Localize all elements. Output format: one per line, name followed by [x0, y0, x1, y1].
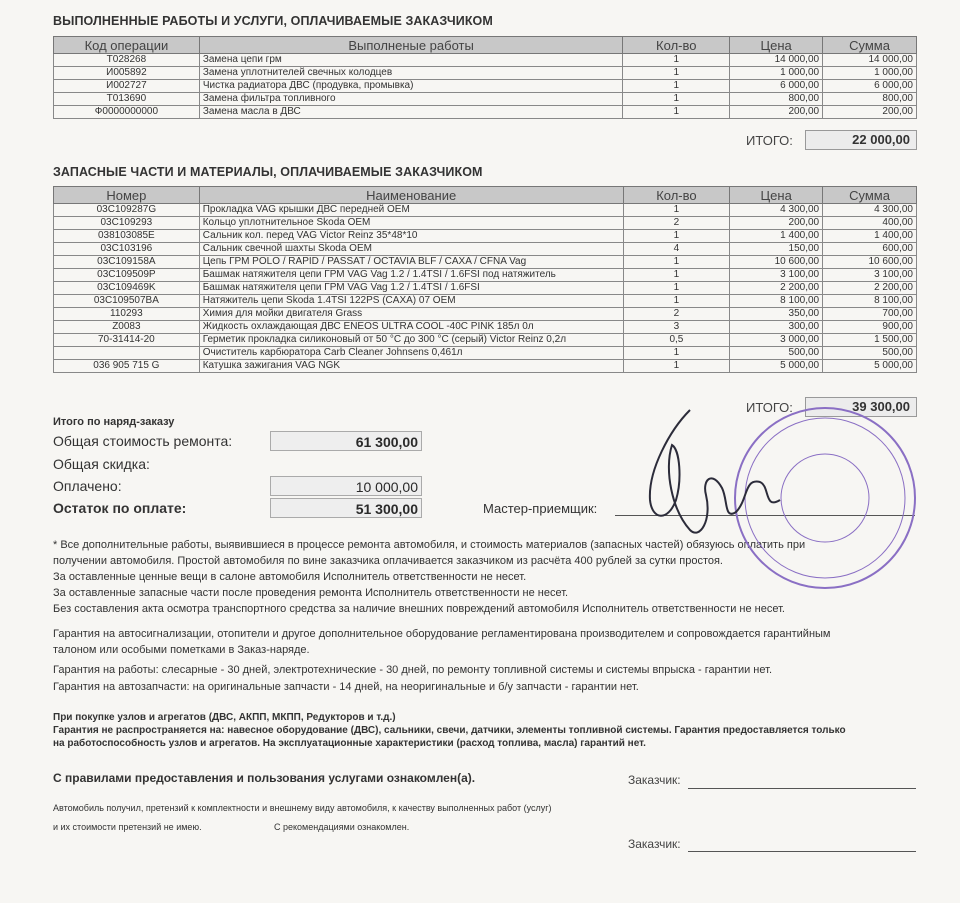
parts-cell-code: 03C109287G	[54, 204, 200, 217]
parts-col-price: Цена	[730, 187, 823, 204]
works-col-qty: Кол-во	[623, 37, 730, 54]
paid-value: 10 000,00	[270, 476, 422, 496]
client-label-2: Заказчик:	[628, 837, 681, 851]
parts-cell-name: Сальник кол. перед VAG Victor Reinz 35*48*10	[199, 230, 623, 243]
note-valuables: За оставленные ценные вещи в салоне автомобиля Исполнитель ответственности не несет.	[53, 571, 527, 583]
parts-cell-sum: 3 100,00	[823, 269, 917, 282]
parts-cell-sum: 900,00	[823, 321, 917, 334]
works-col-name: Выполненые работы	[199, 37, 623, 54]
parts-cell-sum: 600,00	[823, 243, 917, 256]
total-cost-label: Общая стоимость ремонта:	[53, 433, 233, 449]
works-cell-code: И005892	[54, 67, 200, 80]
works-cell-sum: 800,00	[823, 93, 917, 106]
parts-cell-qty: 1	[623, 204, 730, 217]
parts-cell-sum: 8 100,00	[823, 295, 917, 308]
parts-cell-qty: 2	[623, 308, 730, 321]
parts-cell-name: Кольцо уплотнительное Skoda OEM	[199, 217, 623, 230]
parts-cell-sum: 5 000,00	[823, 360, 917, 373]
parts-cell-qty: 1	[623, 230, 730, 243]
parts-total-value: 39 300,00	[805, 397, 917, 417]
works-total-label: ИТОГО:	[746, 133, 793, 148]
works-cell-price: 14 000,00	[730, 54, 823, 67]
units-warranty-line1: Гарантия не распространяется на: навесное оборудование (ДВС), сальники, свечи, датчики, элементы топливной системы. Гарантия предоставляется только	[53, 725, 846, 736]
parts-col-code: Номер	[54, 187, 200, 204]
paid-label: Оплачено:	[53, 478, 122, 494]
works-cell-name: Чистка радиатора ДВС (продувка, промывка)	[199, 80, 623, 93]
parts-cell-code: 110293	[54, 308, 200, 321]
parts-section-title: ЗАПАСНЫЕ ЧАСТИ И МАТЕРИАЛЫ, ОПЛАЧИВАЕМЫЕ ЗАКАЗЧИКОМ	[53, 165, 483, 179]
parts-cell-code: 038103085E	[54, 230, 200, 243]
works-cell-qty: 1	[623, 106, 730, 119]
parts-cell-sum: 400,00	[823, 217, 917, 230]
remaining-value: 51 300,00	[270, 498, 422, 518]
parts-cell-price: 3 000,00	[730, 334, 823, 347]
parts-cell-sum: 500,00	[823, 347, 917, 360]
works-cell-code: T013690	[54, 93, 200, 106]
parts-cell-price: 1 400,00	[730, 230, 823, 243]
receipt-statement: Автомобиль получил, претензий к комплектности и внешнему виду автомобиля, к качеству выполненных работ (услуг)	[53, 803, 552, 813]
parts-cell-name: Катушка зажигания VAG NGK	[199, 360, 623, 373]
works-cell-name: Замена цепи грм	[199, 54, 623, 67]
parts-cell-name: Башмак натяжителя цепи ГРМ VAG Vag 1.2 / 1.4TSI / 1.6FSI под натяжитель	[199, 269, 623, 282]
parts-cell-sum: 1 500,00	[823, 334, 917, 347]
parts-col-name: Наименование	[199, 187, 623, 204]
parts-cell-sum: 700,00	[823, 308, 917, 321]
works-cell-sum: 1 000,00	[823, 67, 917, 80]
parts-cell-qty: 1	[623, 347, 730, 360]
parts-cell-price: 3 100,00	[730, 269, 823, 282]
master-receiver-label: Мастер-приемщик:	[483, 501, 598, 516]
parts-cell-price: 4 300,00	[730, 204, 823, 217]
parts-cell-price: 350,00	[730, 308, 823, 321]
parts-cell-name: Жидкость охлаждающая ДВС ENEOS ULTRA COOL -40C PINK 185л 0л	[199, 321, 623, 334]
parts-cell-code: 03C109158A	[54, 256, 200, 269]
parts-cell-name: Натяжитель цепи Skoda 1.4TSI 122PS (CAXA) 07 OEM	[199, 295, 623, 308]
parts-cell-sum: 10 600,00	[823, 256, 917, 269]
works-cell-price: 6 000,00	[730, 80, 823, 93]
works-col-price: Цена	[730, 37, 823, 54]
works-cell-sum: 14 000,00	[823, 54, 917, 67]
parts-cell-code: 03C109293	[54, 217, 200, 230]
works-cell-sum: 200,00	[823, 106, 917, 119]
works-section-title: ВЫПОЛНЕННЫЕ РАБОТЫ И УСЛУГИ, ОПЛАЧИВАЕМЫЕ ЗАКАЗЧИКОМ	[53, 14, 493, 28]
parts-cell-qty: 3	[623, 321, 730, 334]
works-cell-price: 200,00	[730, 106, 823, 119]
discount-label: Общая скидка:	[53, 456, 150, 472]
units-purchase-title: При покупке узлов и агрегатов (ДВС, АКПП, МКПП, Редукторов и т.д.)	[53, 712, 396, 723]
works-cell-price: 1 000,00	[730, 67, 823, 80]
parts-cell-code: 03C109507BA	[54, 295, 200, 308]
client-label: Заказчик:	[628, 773, 681, 787]
parts-cell-name: Очиститель карбюратора Carb Cleaner Johnsens 0,461л	[199, 347, 623, 360]
parts-cell-price: 10 600,00	[730, 256, 823, 269]
warranty-equipment-line1: Гарантия на автосигнализации, отопители и другое дополнительное оборудование регламентирована производителем и сопровождается гарантийным	[53, 628, 831, 640]
note-left-parts: За оставленные запасные части после проведения ремонта Исполнитель ответственности не несет.	[53, 587, 569, 599]
parts-cell-name: Герметик прокладка силиконовый от 50 °C до 300 °C (серый) Victor Reinz 0,2л	[199, 334, 623, 347]
parts-cell-code: 03C109469K	[54, 282, 200, 295]
parts-cell-sum: 1 400,00	[823, 230, 917, 243]
works-cell-qty: 1	[623, 80, 730, 93]
parts-col-qty: Кол-во	[623, 187, 730, 204]
parts-cell-price: 8 100,00	[730, 295, 823, 308]
parts-cell-code: Z0083	[54, 321, 200, 334]
receipt-statement-2: и их стоимости претензий не имею.	[53, 822, 202, 832]
parts-cell-code: 036 905 715 G	[54, 360, 200, 373]
works-col-code: Код операции	[54, 37, 200, 54]
works-cell-name: Замена масла в ДВС	[199, 106, 623, 119]
works-cell-qty: 1	[623, 67, 730, 80]
parts-cell-code: 03C109509P	[54, 269, 200, 282]
warranty-work: Гарантия на работы: слесарные - 30 дней, электротехнические - 30 дней, по ремонту топливной системы и системы впрыска - гарантии нет.	[53, 664, 773, 676]
works-col-sum: Сумма	[823, 37, 917, 54]
works-cell-sum: 6 000,00	[823, 80, 917, 93]
remaining-label: Остаток по оплате:	[53, 500, 187, 516]
works-cell-qty: 1	[623, 54, 730, 67]
company-stamp	[735, 408, 915, 588]
parts-cell-qty: 2	[623, 217, 730, 230]
units-warranty-line2: на работоспособность узлов и агрегатов. На эксплуатационные характеристики (расход топлива, масла) гарантий нет.	[53, 738, 646, 749]
note-extra-work: * Все дополнительные работы, выявившиеся в процессе ремонта автомобиля, и стоимость материалов (запасных частей) обязуюсь оплатить при	[53, 539, 806, 551]
parts-cell-price: 5 000,00	[730, 360, 823, 373]
parts-cell-name: Химия для мойки двигателя Grass	[199, 308, 623, 321]
parts-cell-price: 500,00	[730, 347, 823, 360]
parts-cell-price: 200,00	[730, 217, 823, 230]
works-cell-code: Ф0000000000	[54, 106, 200, 119]
recommendations-note: С рекомендациями ознакомлен.	[274, 822, 410, 832]
works-cell-code: И002727	[54, 80, 200, 93]
parts-cell-code: 03C103196	[54, 243, 200, 256]
works-cell-price: 800,00	[730, 93, 823, 106]
parts-cell-sum: 4 300,00	[823, 204, 917, 217]
parts-cell-name: Сальник свечной шахты Skoda OEM	[199, 243, 623, 256]
works-cell-name: Замена уплотнителей свечных колодцев	[199, 67, 623, 80]
note-inspection: Без составления акта осмотра транспортного средства за наличие внешних повреждений автомобиля Исполнитель ответственности не несет.	[53, 603, 785, 615]
parts-cell-sum: 2 200,00	[823, 282, 917, 295]
parts-cell-price: 150,00	[730, 243, 823, 256]
parts-cell-qty: 1	[623, 295, 730, 308]
parts-cell-name: Прокладка VAG крышки ДВС передней OEM	[199, 204, 623, 217]
parts-cell-price: 300,00	[730, 321, 823, 334]
works-total-value: 22 000,00	[805, 130, 917, 150]
parts-cell-qty: 1	[623, 282, 730, 295]
parts-cell-qty: 1	[623, 269, 730, 282]
works-cell-qty: 1	[623, 93, 730, 106]
handwritten-signature	[650, 410, 780, 533]
parts-cell-code: 70-31414-20	[54, 334, 200, 347]
parts-cell-qty: 1	[623, 360, 730, 373]
parts-total-label: ИТОГО:	[746, 400, 793, 415]
warranty-parts: Гарантия на автозапчасти: на оригинальные запчасти - 14 дней, на неоригинальные и б/у запчасти - гарантии нет.	[53, 681, 639, 693]
note-idle-fee: получении автомобиля. Простой автомобиля по вине заказчика оплачивается заказчиком из расчёта 400 рублей за сутки простоя.	[53, 555, 723, 567]
parts-cell-qty: 4	[623, 243, 730, 256]
total-cost-value: 61 300,00	[270, 431, 422, 451]
works-cell-name: Замена фильтра топливного	[199, 93, 623, 106]
summary-title: Итого по наряд-заказу	[53, 416, 175, 428]
parts-cell-price: 2 200,00	[730, 282, 823, 295]
rules-agreement: С правилами предоставления и пользования услугами ознакомлен(а).	[53, 771, 476, 785]
warranty-equipment-line2: талоном или особыми пометками в Заказ-наряде.	[53, 644, 310, 656]
works-cell-code: T028268	[54, 54, 200, 67]
parts-cell-name: Цепь ГРМ POLO / RAPID / PASSAT / OCTAVIA BLF / CAXA / CFNA Vag	[199, 256, 623, 269]
parts-cell-name: Башмак натяжителя цепи ГРМ VAG Vag 1.2 / 1.4TSI / 1.6FSI	[199, 282, 623, 295]
parts-cell-qty: 1	[623, 256, 730, 269]
parts-col-sum: Сумма	[823, 187, 917, 204]
parts-cell-qty: 0,5	[623, 334, 730, 347]
